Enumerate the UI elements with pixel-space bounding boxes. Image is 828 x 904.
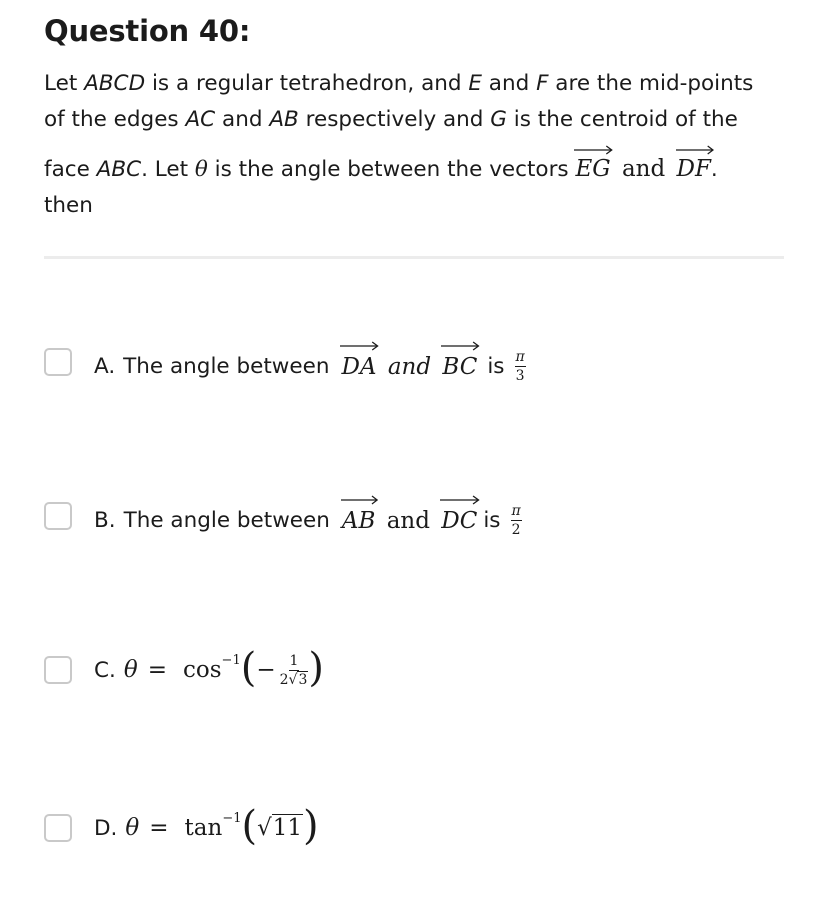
option-text: The angle between [123, 354, 330, 379]
option-label: A. [94, 354, 116, 379]
fraction-numerator: π [515, 349, 525, 365]
option-equals: = [147, 657, 167, 683]
radicand: 11 [272, 815, 303, 841]
stem-text: of the edges [44, 107, 186, 132]
vector-bc-label: BC [442, 353, 478, 380]
option-theta: θ [123, 657, 138, 683]
option-c-checkbox[interactable] [44, 656, 72, 684]
stem-text: then [44, 193, 93, 218]
vector-arrow-icon [341, 495, 379, 505]
option-b-text [94, 504, 522, 537]
stem-text: Let [44, 71, 85, 96]
option-d[interactable] [44, 803, 784, 849]
stem-line-2 [44, 109, 738, 131]
fraction-denominator: 2 [511, 522, 521, 538]
fraction-numerator: 1 [289, 652, 299, 669]
option-text: The angle between [123, 508, 330, 533]
right-paren: ) [308, 645, 324, 691]
vector-da [341, 354, 376, 380]
option-c-text [94, 645, 324, 691]
option-label: B. [94, 508, 116, 533]
vector-arrow-icon [340, 341, 379, 351]
question-title: Question 40: [44, 14, 251, 48]
stem-text: and [481, 71, 537, 96]
stem-line-3 [44, 158, 718, 181]
vector-arrow-icon [676, 145, 714, 155]
option-minus: − [256, 657, 276, 683]
den-coefficient: 2 [279, 671, 289, 688]
stem-var-abc: ABC [96, 157, 142, 182]
option-theta: θ [125, 815, 140, 841]
vector-df-label: DF [676, 156, 711, 182]
option-exponent: −1 [221, 652, 241, 668]
vector-eg [575, 158, 610, 181]
vector-ab [342, 508, 376, 534]
stem-period: . [710, 157, 718, 182]
option-d-checkbox[interactable] [44, 814, 72, 842]
divider [44, 256, 784, 259]
stem-text: respectively and [298, 107, 491, 132]
option-c[interactable] [44, 645, 784, 691]
stem-var-ac: AC [185, 107, 216, 132]
fraction-denominator [280, 671, 309, 687]
option-d-text [94, 803, 319, 849]
option-and: and [387, 353, 432, 380]
option-label: C. [94, 657, 116, 683]
stem-text: face [44, 157, 97, 182]
option-a[interactable] [44, 348, 784, 382]
vector-bc [442, 354, 477, 380]
option-b[interactable] [44, 502, 784, 536]
stem-var-f: F [536, 71, 549, 96]
option-a-text [94, 350, 526, 383]
stem-and: and [621, 156, 666, 182]
vector-da-label: DA [341, 353, 377, 380]
vector-dc-label: DC [441, 507, 478, 534]
fraction [280, 654, 309, 687]
stem-var-ab: AB [269, 107, 299, 132]
stem-theta: θ [194, 157, 208, 182]
option-b-checkbox[interactable] [44, 502, 72, 530]
fraction-numerator: π [511, 503, 521, 519]
right-paren: ) [303, 803, 319, 849]
option-is: is [487, 354, 505, 379]
option-func-cos: cos [183, 657, 222, 683]
stem-text: . Let [141, 157, 195, 182]
option-and: and [386, 507, 430, 534]
vector-arrow-icon [440, 495, 480, 505]
vector-arrow-icon [574, 145, 613, 155]
option-equals: = [149, 815, 169, 841]
stem-text: is the centroid of the [506, 107, 738, 132]
fraction [511, 504, 522, 537]
option-is: is [483, 508, 501, 533]
option-exponent: −1 [222, 810, 242, 826]
vector-df [677, 158, 711, 181]
fraction-denominator: 3 [515, 368, 525, 384]
stem-var-e: E [468, 71, 482, 96]
stem-text: are the mid-points [548, 71, 754, 96]
sqrt-icon: √ [257, 815, 272, 841]
den-radicand: 3 [298, 671, 308, 688]
vector-dc [441, 508, 477, 534]
stem-line-1 [44, 73, 753, 95]
stem-text: is a regular tetrahedron, and [145, 71, 469, 96]
stem-text: is the angle between the vectors [207, 157, 576, 182]
option-label: D. [94, 815, 118, 841]
fraction [515, 350, 526, 383]
stem-text: and [215, 107, 270, 132]
stem-var-abcd: ABCD [84, 71, 146, 96]
vector-arrow-icon [441, 341, 480, 351]
stem-line-4 [44, 195, 93, 217]
left-paren: ( [240, 645, 257, 691]
option-a-checkbox[interactable] [44, 348, 72, 376]
stem-var-g: G [490, 107, 507, 132]
option-func-tan: tan [184, 815, 223, 841]
sqrt-icon: √ [288, 671, 298, 688]
left-paren: ( [241, 803, 258, 849]
vector-eg-label: EG [575, 156, 611, 182]
vector-ab-label: AB [341, 507, 376, 534]
